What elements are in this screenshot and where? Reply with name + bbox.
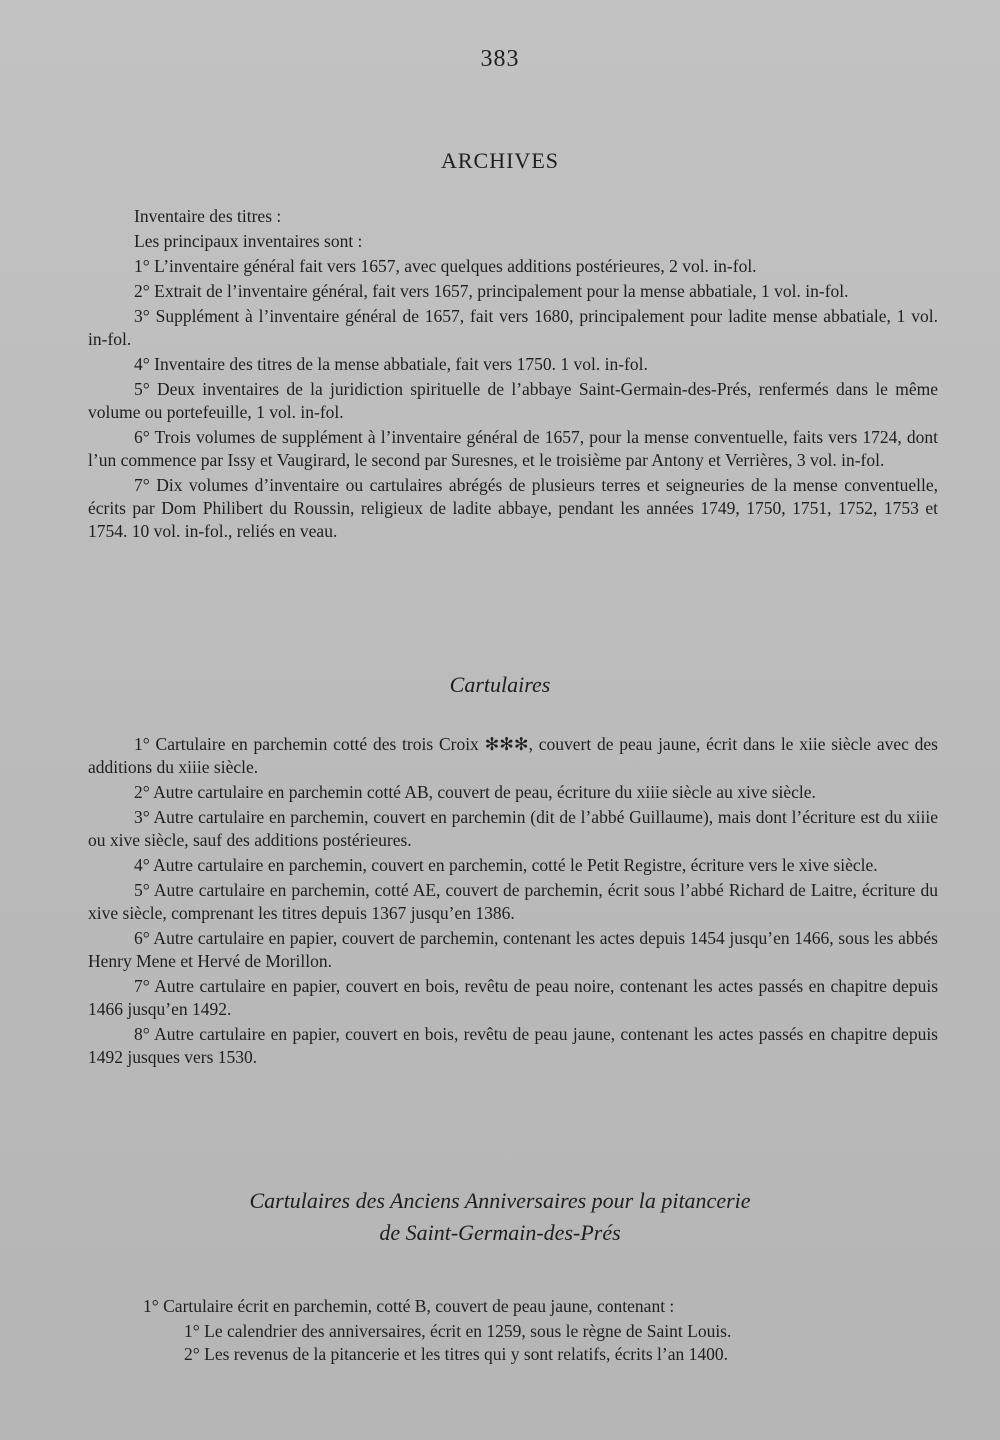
cartulaires-section — [88, 733, 938, 1071]
cartulaire-item: 1° Cartulaire en parchemin cotté des trois Croix ✻✻✻, couvert de peau jaune, écrit dans le xiie siècle avec des additions du xiiie siècle. — [88, 734, 938, 777]
cartulaire-item: 7° Autre cartulaire en papier, couvert en bois, revêtu de peau noire, contenant les actes passés en chapitre depuis 1466 jusqu’en 1492. — [88, 976, 938, 1019]
archives-item: 4° Inventaire des titres de la mense abbatiale, fait vers 1750. 1 vol. in-fol. — [134, 354, 648, 374]
section-title-anniversaires-line1: Cartulaires des Anciens Anniversaires pour la pitancerie — [249, 1188, 751, 1213]
cartulaire-item: 3° Autre cartulaire en parchemin, couvert en parchemin (dit de l’abbé Guillaume), mais dont l’écriture est du xiiie ou xive siècle, sauf des additions postérieures. — [88, 807, 938, 850]
archives-section — [88, 205, 938, 545]
cartulaire-item: 4° Autre cartulaire en parchemin, couvert en parchemin, cotté le Petit Registre, écriture vers le xive siècle. — [134, 855, 878, 875]
cartulaire-item: 2° Autre cartulaire en parchemin cotté AB, couvert de peau, écriture du xiiie siècle au xive siècle. — [134, 782, 816, 802]
archives-item: 6° Trois volumes de supplément à l’inventaire général de 1657, pour la mense conventuelle, faits vers 1724, dont l’un commence par Issy et Vaugirard, le second par Suresnes, et le troisième par Antony et Verrières, 3 vol. in-fol. — [88, 427, 938, 470]
cartulaire-item: 5° Autre cartulaire en parchemin, cotté AE, couvert de parchemin, écrit sous l’abbé Richard de Laitre, écriture du xive siècle, comprenant les titres depuis 1367 jusqu’en 1386. — [88, 880, 938, 923]
cartulaire-item: 6° Autre cartulaire en papier, couvert de parchemin, contenant les actes depuis 1454 jusqu’en 1466, sous les abbés Henry Mene et Hervé de Morillon. — [88, 928, 938, 971]
archives-item: 5° Deux inventaires de la juridiction spirituelle de l’abbaye Saint-Germain-des-Prés, renfermés dans le même volume ou portefeuille, 1 vol. in-fol. — [88, 379, 938, 422]
archives-item: 7° Dix volumes d’inventaire ou cartulaires abrégés de plusieurs terres et seigneuries de la mense conventuelle, écrits par Dom Philibert du Roussin, religieux de ladite abbaye, pendant les années 1749, 1750, 1751, 1752, 1753 et 1754. 10 vol. in-fol., reliés en veau. — [88, 475, 938, 541]
archives-intro-line: Les principaux inventaires sont : — [134, 231, 363, 251]
section-title-cartulaires: Cartulaires — [449, 672, 551, 697]
section-title-archives: ARCHIVES — [440, 148, 559, 173]
anniversaires-section — [88, 1295, 938, 1366]
anniversaires-subitem: 1° Le calendrier des anniversaires, écrit en 1259, sous le règne de Saint Louis. — [184, 1321, 732, 1341]
archives-item: 3° Supplément à l’inventaire général de 1657, fait vers 1680, principalement pour ladite mense abbatiale, 1 vol. in-fol. — [88, 306, 938, 349]
archives-item: 1° L’inventaire général fait vers 1657, avec quelques additions postérieures, 2 vol. in-fol. — [134, 256, 757, 276]
anniversaires-subitem: 2° Les revenus de la pitancerie et les titres qui y sont relatifs, écrits l’an 1400. — [184, 1344, 728, 1364]
anniversaires-item: 1° Cartulaire écrit en parchemin, cotté B, couvert de peau jaune, contenant : — [143, 1296, 675, 1316]
archives-intro-line: Inventaire des titres : — [134, 206, 282, 226]
archives-item: 2° Extrait de l’inventaire général, fait vers 1657, principalement pour la mense abbatiale, 1 vol. in-fol. — [134, 281, 849, 301]
section-title-anniversaires-line2: de Saint-Germain-des-Prés — [379, 1220, 621, 1245]
page-number: 383 — [480, 46, 520, 72]
cartulaire-item: 8° Autre cartulaire en papier, couvert en bois, revêtu de peau jaune, contenant les actes passés en chapitre depuis 1492 jusques vers 1530. — [88, 1024, 938, 1067]
